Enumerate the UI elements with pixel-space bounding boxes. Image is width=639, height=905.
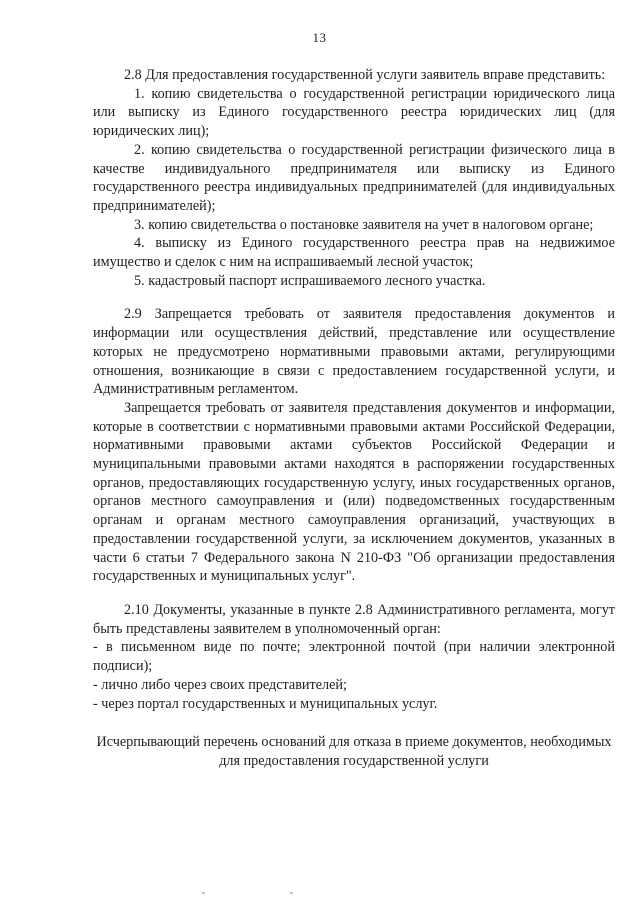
section-2-9-paragraph-1: 2.9 Запрещается требовать от заявителя предоставления документов и информации или осуществления действий, представление или осуществление которых не предусмотрено нормативными правовыми актами, регулирующими отношения, возникающие в связи с предоставлением государственной услуги, и Административным регламентом. [93,306,615,398]
page-number: 13 [312,30,327,45]
document-body [93,66,615,771]
list-item: 3. копию свидетельства о постановке заявителя на учет в налоговом органе; [134,216,594,233]
scan-mark [290,892,293,894]
list-item: 2. копию свидетельства о государственной регистрации физического лица в качестве индивидуального предпринимателя или выписку из Единого государственного реестра индивидуальных предпринимателей (для индивидуальных предпринимателей); [93,141,615,214]
section-2-9-paragraph-2: Запрещается требовать от заявителя представления документов и информации, которые в соответствии с нормативными правовыми актами Российской Федерации, нормативными правовыми актами субъектов Российской Федерации и муниципальными правовыми актами находятся в распоряжении государственных органов, предоставляющих государственную услугу, иных государственных органов, органов местного самоуправления и (или) подведомственных государственным органам и органам местного самоуправления организаций, участвующих в предоставлении государственной услуги, за исключением документов, указанных в части 6 статьи 7 Федерального закона N 210-ФЗ "Об организации предоставления государственных и муниципальных услуг". [93,399,615,585]
list-item: - в письменном виде по почте; электронной почтой (при наличии электронной подписи); [93,639,615,675]
list-item: - через портал государственных и муниципальных услуг. [93,695,438,712]
section-2-8-intro: 2.8 Для предоставления государственной услуги заявитель вправе представить: [124,67,606,83]
section-heading: Исчерпывающий перечень оснований для отказа в приеме документов, необходимых для предоставления государственной услуги [96,734,612,769]
section-2-9 [93,305,615,586]
section-2-10 [93,601,615,713]
list-item: 1. копию свидетельства о государственной регистрации юридического лица или выписку из Единого государственного реестра юридических лиц (для юридических лиц); [93,85,615,140]
scan-mark [202,892,205,894]
section-2-10-intro: 2.10 Документы, указанные в пункте 2.8 Административного регламента, могут быть представлены заявителем в уполномоченный орган: [93,601,615,637]
list-item: 4. выписку из Единого государственного реестра прав на недвижимое имущество и сделок с ним на испрашиваемый лесной участок; [93,235,615,271]
list-item: 5. кадастровый паспорт испрашиваемого лесного участка. [134,272,486,289]
section-2-8 [93,66,615,290]
list-item: - лично либо через своих представителей; [93,676,347,693]
